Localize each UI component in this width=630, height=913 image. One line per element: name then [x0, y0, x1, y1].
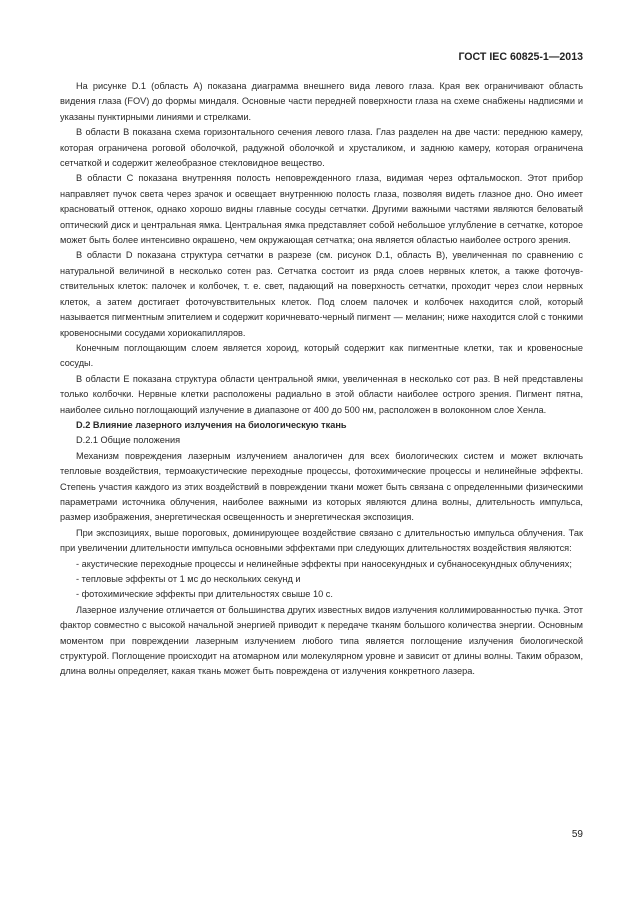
paragraph-laser: Лазерное излучение отличается от большинства других известных видов излучения коллимированностью пучка. Этот фактор совместно с высокой начальной энергией приводит к передаче тканям большого количества энергии. Основным моментом при повреждении лазерным излучением любого типа является поглощение излучения биологической структурой. Поглощение происходит на атомарном или молекулярном уровне и зависит от длины волны. Таким образом, длина волны определяет, какая ткань может быть повреждена от излучения конкретного лазера.	[60, 604, 583, 677]
document-header: ГОСТ IEC 60825-1—2013	[458, 51, 583, 63]
paragraph-mechanism: Механизм повреждения лазерным излучением аналогичен для всех биологических систем и может включать тепловые воздействия, термоакустические переходные процессы, фотохимические процессы и нелинейные эффекты. Степень участия каждого из этих воздействий в повреждении ткани может быть связана с определенными физическими параметрами источника облучения, наиболее важными из которых являются длина волны, длительность импульса, размер изображения, энергетическая освещенность и энергетическая экспозиция.	[60, 450, 583, 523]
list-item: - тепловые эффекты от 1 мс до нескольких секунд и	[76, 574, 301, 584]
list-item: - фотохимические эффекты при длительностях свыше 10 с.	[76, 589, 333, 600]
document-body	[60, 79, 583, 680]
paragraph-choroid: Конечным поглощающим слоем является хороид, который содержит как пигментные клетки, так и кровеносные сосуды.	[60, 342, 583, 369]
paragraph-region-b: В области В показана схема горизонтального сечения левого глаза. Глаз разделен на две части: переднюю камеру, которая ограничена роговой оболочкой, радужной оболочкой и хрусталиком, и заднюю камеру, которая ограничена сетчаткой и содержит желеобразное стекловидное вещество.	[60, 127, 583, 169]
paragraph-exposure: При экспозициях, выше пороговых, доминирующее воздействие связано с длительностью импульса облучения. Так при увеличении длительности импульса основными эффектами при следующих длительностях воздействия являются:	[60, 527, 583, 554]
paragraph-region-e: В области Е показана структура области центральной ямки, увеличенная в несколько сот раз. В ней представлены только колбочки. Нервные клетки расположены радиально в этой области наиболее острого зрения. Пигмент пятна, наиболее сильно поглощающий излучение в диапазоне от 400 до 500 нм, расположен в волоконном слое Хенла.	[60, 373, 583, 415]
paragraph-region-d: В области D показана структура сетчатки в разрезе (см. рисунок D.1, область В), увеличенная по сравнению с натуральной величиной в несколько сотен раз. Сетчатка состоит из ряда слоев нервных клеток, а также фоточувствительных клеток: палочек и колбочек, т. е. свет, падающий на поверхность сетчатки, проходит через слои нервных клеток, а затем достигает фоточувствительных клеток. Под слоем палочек и колбочек находится слой, который называется пигментным эпителием и содержит коричневато-черный пигмент — меланин; ниже находится слой с тонкими кровеносными сосудами хориокапилляров.	[60, 250, 583, 338]
section-title: D.2 Влияние лазерного излучения на биологическую ткань	[76, 419, 347, 430]
subsection-title: D.2.1 Общие положения	[76, 435, 181, 446]
list-item: - акустические переходные процессы и нелинейные эффекты при наносекундных и субнаносекундных облучениях;	[76, 558, 572, 569]
paragraph-region-c: В области С показана внутренняя полость неповрежденного глаза, видимая через офтальмоскоп. Этот прибор направляет пучок света через зрачок и освещает внутреннюю полость глаза, позволяя видеть глазное дно. Оно имеет красноватый оттенок, однако хорошо видны главные сосуды сетчатки. Другими важными частями являются беловатый оптический диск и центральная ямка. Центральная ямка представляет собой небольшое углубление в сетчатке, которое может быть более интенсивно окрашено, чем окружающая сетчатка; она является областью наиболее острого зрения.	[60, 173, 583, 246]
paragraph-region-a: На рисунке D.1 (область А) показана диаграмма внешнего вида левого глаза. Края век ограничивают область видения глаза (FOV) до формы миндаля. Основные части передней поверхности глаза на схеме снабжены надписями и указаны пунктирными линиями и стрелками.	[60, 81, 583, 122]
page-number: 59	[571, 829, 583, 840]
